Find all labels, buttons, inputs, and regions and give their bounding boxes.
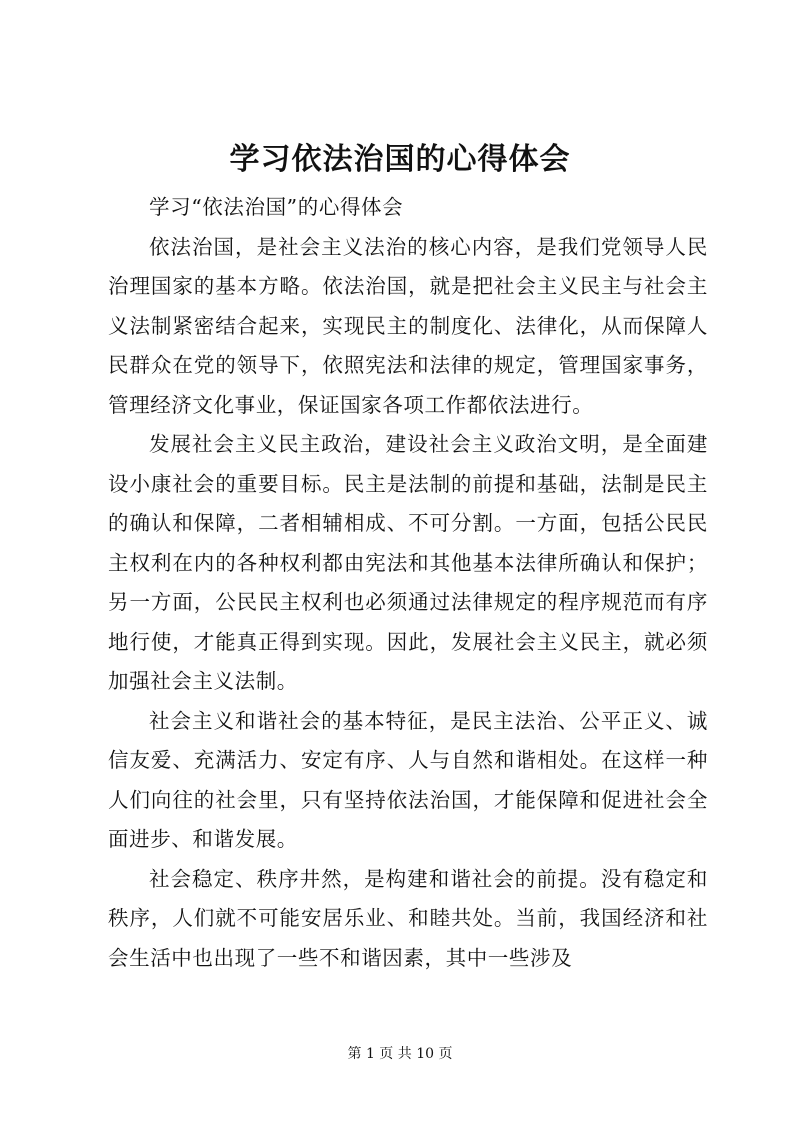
body-paragraph: 发展社会主义民主政治，建设社会主义政治文明，是全面建设小康社会的重要目标。民主是法制的前提和基础，法制是民主的确认和保障，二者相辅相成、不可分割。一方面，包括公民民主权利在内的各种权利都由宪法和其他基本法律所确认和保护；另一方面，公民民主权利也必须通过法律规定的程序规范而有序地行使，才能真正得到实现。因此，发展社会主义民主，就必须加强社会主义法制。 [108,432,708,693]
document-body [108,188,708,978]
subtitle-paragraph: 学习“依法治国”的心得体会 [149,195,404,219]
body-paragraph: 社会主义和谐社会的基本特征，是民主法治、公平正义、诚信友爱、充满活力、安定有序、人与自然和谐相处。在这样一种人们向往的社会里，只有坚持依法治国，才能保障和促进社会全面进步、和谐发展。 [108,708,708,851]
body-paragraph: 依法治国，是社会主义法治的核心内容，是我们党领导人民治理国家的基本方略。依法治国，就是把社会主义民主与社会主义法制紧密结合起来，实现民主的制度化、法律化，从而保障人民群众在党的领导下，依照宪法和法律的规定，管理国家事务，管理经济文化事业，保证国家各项工作都依法进行。 [108,234,708,417]
page-number-footer: 第 1 页 共 10 页 [347,1046,453,1062]
body-paragraph: 社会稳定、秩序井然，是构建和谐社会的前提。没有稳定和秩序，人们就不可能安居乐业、和睦共处。当前，我国经济和社会生活中也出现了一些不和谐因素，其中一些涉及 [108,866,708,970]
document-title: 学习依法治国的心得体会 [229,142,571,177]
